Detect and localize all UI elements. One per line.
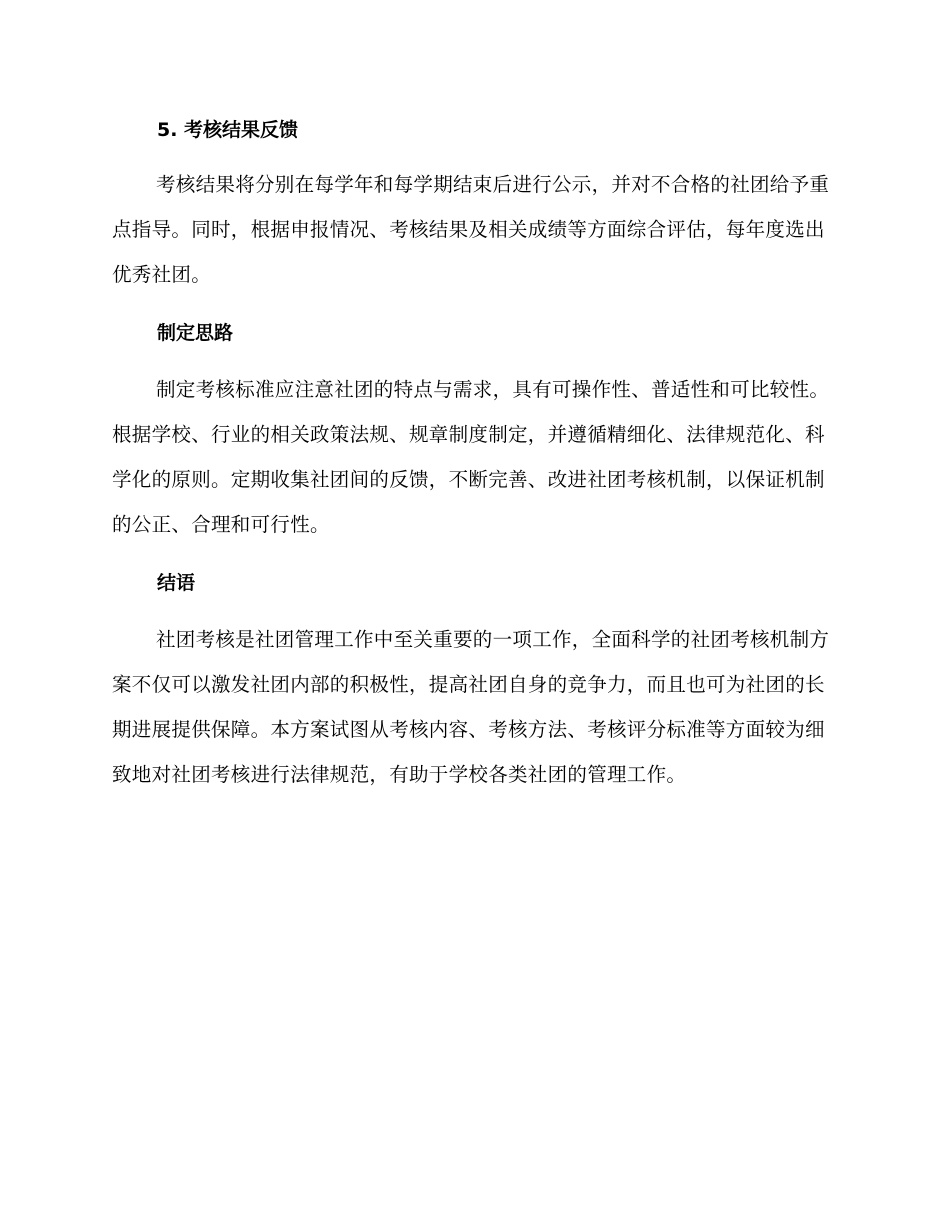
- section-body-feedback: 考核结果将分别在每学年和每学期结束后进行公示，并对不合格的社团给予重点指导。同时，根据申报情况、考核结果及相关成绩等方面综合评估，每年度选出优秀社团。: [112, 173, 830, 286]
- section-heading-approach: 制定思路: [157, 322, 234, 344]
- section-heading-feedback: 5. 考核结果反馈: [157, 119, 299, 141]
- section-body-approach: 制定考核标准应注意社团的特点与需求，具有可操作性、普适性和可比较性。根据学校、行业的相关政策法规、规章制度制定，并遵循精细化、法律规范化、科学化的原则。定期收集社团间的反馈，不断完善、改进社团考核机制，以保证机制的公正、合理和可行性。: [112, 378, 830, 536]
- section-heading-conclusion: 结语: [157, 572, 196, 594]
- section-body-conclusion: 社团考核是社团管理工作中至关重要的一项工作，全面科学的社团考核机制方案不仅可以激发社团内部的积极性，提高社团自身的竞争力，而且也可为社团的长期进展提供保障。本方案试图从考核内容、考核方法、考核评分标准等方面较为细致地对社团考核进行法律规范，有助于学校各类社团的管理工作。: [112, 628, 830, 786]
